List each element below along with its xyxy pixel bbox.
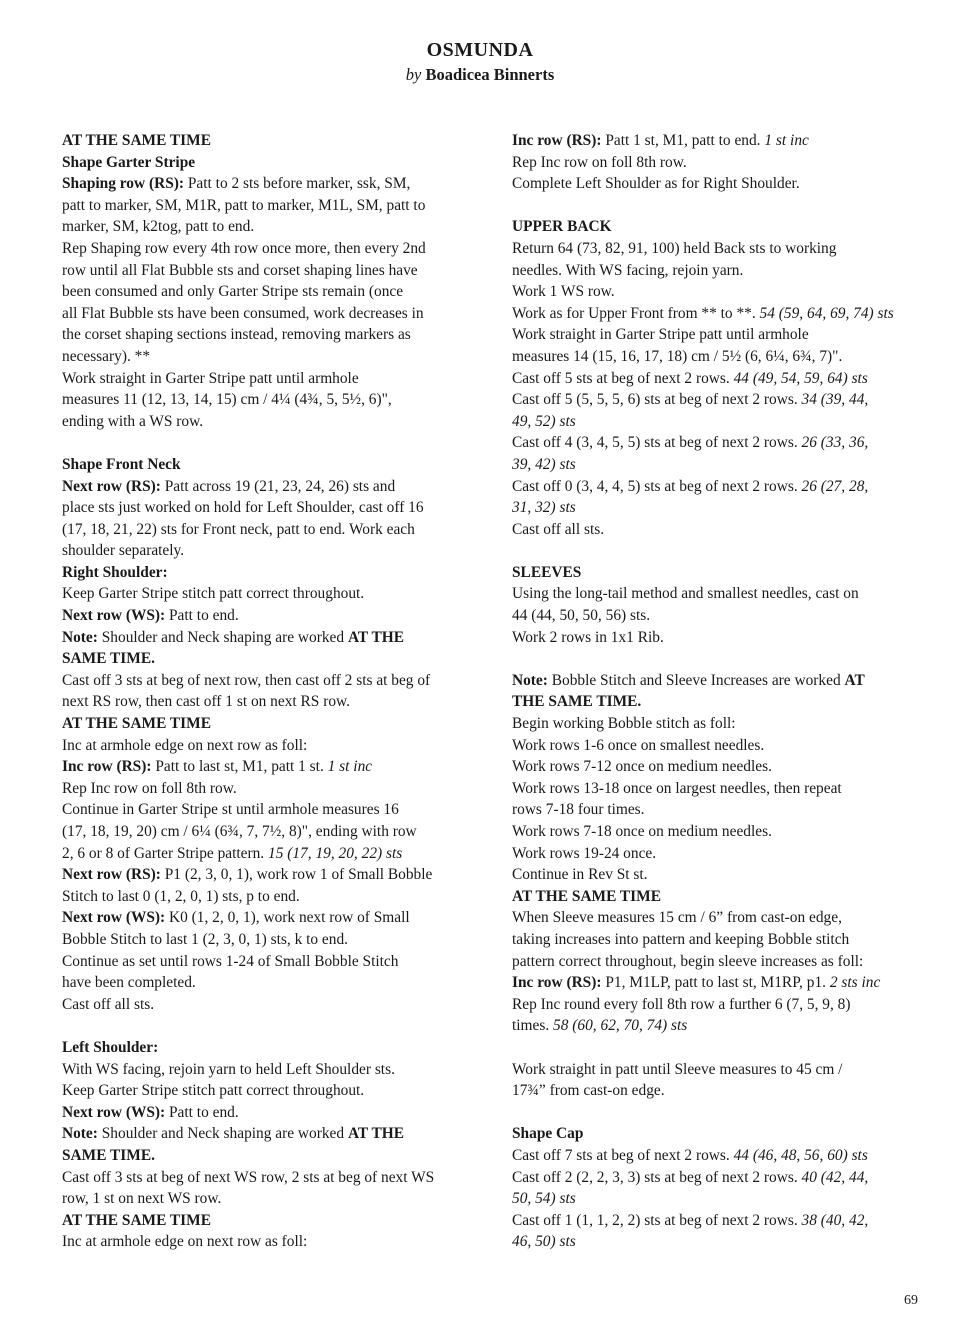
body-text: shoulder separately. — [62, 542, 185, 560]
text-line — [62, 238, 474, 260]
text-line — [512, 1167, 924, 1189]
text-line — [512, 346, 924, 368]
text-line — [62, 476, 474, 498]
page-number: 69 — [904, 1293, 918, 1308]
body-text: Shoulder and Neck shaping are worked — [101, 1125, 348, 1143]
text-line — [62, 735, 474, 757]
body-text: Work rows 1-6 once on smallest needles. — [512, 736, 765, 754]
body-text: Work rows 7-18 once on medium needles. — [512, 823, 772, 840]
body-text: Work straight in patt until Sleeve measures to 45 cm / — [512, 1060, 843, 1078]
text-line — [62, 951, 474, 973]
text-line — [512, 583, 924, 605]
text-line — [512, 951, 924, 973]
body-text: Cast off 5 (5, 5, 5, 6) sts at beg of next 2 rows. — [512, 391, 802, 409]
body-text: necessary). ** — [62, 347, 151, 365]
bold-text: Shape Front Neck — [62, 455, 181, 473]
italic-text: 1 st inc — [764, 132, 809, 149]
bold-text: Next row (RS): — [62, 477, 165, 495]
body-text: Work as for Upper Front from ** to **. — [512, 304, 760, 322]
bold-text: AT THE — [347, 628, 404, 646]
bold-text: Next row (WS): — [62, 909, 169, 927]
text-line — [512, 324, 924, 346]
text-line — [512, 411, 924, 433]
blank-line — [62, 1015, 474, 1037]
text-line — [512, 691, 924, 713]
bold-text: AT THE SAME TIME — [62, 1211, 211, 1229]
body-text: have been completed. — [62, 974, 196, 992]
body-text: Inc at armhole edge on next row as foll: — [62, 1233, 308, 1251]
body-text: 44 (44, 50, 50, 56) sts. — [512, 607, 651, 625]
bold-text: Inc row (RS): — [62, 758, 156, 776]
text-line — [512, 670, 924, 692]
blank-line — [512, 195, 924, 217]
body-text: Work rows 7-12 once on medium needles. — [512, 758, 772, 776]
bold-text: AT THE SAME TIME — [512, 887, 661, 905]
italic-text: 44 (49, 54, 59, 64) sts — [733, 369, 868, 387]
bold-text: AT — [844, 671, 865, 689]
text-line — [512, 281, 924, 303]
body-text: Patt to end. — [169, 1103, 239, 1121]
body-text: Complete Left Shoulder as for Right Shoulder. — [512, 175, 800, 193]
text-line — [62, 670, 474, 692]
text-line — [62, 303, 474, 325]
bold-text: Next row (WS): — [62, 607, 169, 625]
text-line — [62, 346, 474, 368]
byline-by: by — [405, 65, 422, 84]
text-line — [512, 756, 924, 778]
text-line — [62, 1059, 474, 1081]
bold-text: Inc row (RS): — [512, 132, 606, 149]
body-text: Cast off 3 sts at beg of next row, then cast off 2 sts at beg of — [62, 671, 431, 689]
body-text: Rep Inc row on foll 8th row. — [512, 153, 687, 171]
text-line — [62, 389, 474, 411]
body-text: needles. With WS facing, rejoin yarn. — [512, 261, 744, 279]
body-text: row, 1 st on next WS row. — [62, 1190, 222, 1208]
bold-text: Note: — [62, 1125, 102, 1143]
text-line — [512, 454, 924, 476]
text-line — [62, 368, 474, 390]
text-line — [512, 735, 924, 757]
body-text: rows 7-18 four times. — [512, 801, 645, 819]
body-text: Stitch to last 0 (1, 2, 0, 1) sts, p to end. — [62, 887, 300, 905]
blank-line — [512, 1102, 924, 1124]
bold-text: Right Shoulder: — [62, 563, 168, 581]
text-line — [62, 130, 474, 152]
text-line — [512, 368, 924, 390]
body-text: taking increases into pattern and keeping Bobble stitch — [512, 930, 850, 948]
body-text: Inc at armhole edge on next row as foll: — [62, 736, 308, 754]
italic-text: 54 (59, 64, 69, 74) sts — [759, 304, 894, 322]
body-text: K0 (1, 2, 0, 1), work next row of Small — [169, 909, 410, 927]
text-line — [512, 1059, 924, 1081]
italic-text: 2 sts inc — [829, 974, 881, 992]
text-line — [512, 778, 924, 800]
text-line — [62, 972, 474, 994]
italic-text: 26 (27, 28, — [801, 477, 869, 495]
text-line — [512, 886, 924, 908]
text-line — [62, 886, 474, 908]
blank-line — [512, 540, 924, 562]
bold-text: AT THE — [347, 1125, 404, 1143]
text-line — [62, 864, 474, 886]
body-text: measures 14 (15, 16, 17, 18) cm / 5½ (6, 6¼, 6¾, 7)". — [512, 347, 843, 365]
body-text: been consumed and only Garter Stripe sts remain (once — [62, 283, 404, 301]
text-line — [512, 929, 924, 951]
body-text: Cast off 3 sts at beg of next WS row, 2 sts at beg of next WS — [62, 1168, 435, 1186]
body-text: Rep Inc round every foll 8th row a further 6 (7, 5, 9, 8) — [512, 995, 851, 1013]
body-text: Work straight in Garter Stripe patt until armhole — [62, 369, 359, 387]
text-line — [62, 627, 474, 649]
text-line — [512, 173, 924, 195]
body-text: With WS facing, rejoin yarn to held Left Shoulder sts. — [62, 1060, 395, 1078]
bold-text: SAME TIME. — [62, 650, 155, 668]
text-line — [62, 778, 474, 800]
body-text: the corset shaping sections instead, removing markers as — [62, 326, 411, 344]
text-line — [512, 1080, 924, 1102]
text-line — [62, 411, 474, 433]
text-line — [62, 799, 474, 821]
text-line — [62, 691, 474, 713]
text-line — [512, 1231, 924, 1253]
body-text: P1, M1LP, patt to last st, M1RP, p1. — [605, 974, 830, 992]
text-line — [512, 1015, 924, 1037]
text-line — [62, 324, 474, 346]
body-text: Begin working Bobble stitch as foll: — [512, 715, 736, 733]
text-line — [62, 907, 474, 929]
text-line — [62, 1145, 474, 1167]
text-line — [62, 821, 474, 843]
body-text: When Sleeve measures 15 cm / 6” from cast-on edge, — [512, 909, 842, 927]
text-line — [512, 843, 924, 865]
body-text: Continue in Garter Stripe st until armhole measures 16 — [62, 801, 399, 819]
bold-text: Left Shoulder: — [62, 1038, 159, 1056]
text-line — [512, 152, 924, 174]
text-line — [62, 562, 474, 584]
bold-text: AT THE SAME TIME — [62, 715, 211, 733]
body-text: Patt to end. — [169, 607, 239, 625]
body-text: times. — [512, 1017, 554, 1035]
text-line — [62, 1102, 474, 1124]
text-line — [512, 1145, 924, 1167]
body-text: Continue as set until rows 1-24 of Small Bobble Stitch — [62, 952, 399, 970]
text-line — [62, 1167, 474, 1189]
italic-text: 31, 32) sts — [512, 499, 576, 517]
text-line — [512, 476, 924, 498]
body-text: (17, 18, 19, 20) cm / 6¼ (6¾, 7, 7½, 8)", ending with row — [62, 823, 417, 840]
body-text: ending with a WS row. — [62, 412, 204, 430]
text-line — [62, 173, 474, 195]
body-text: P1 (2, 3, 0, 1), work row 1 of Small Bobble — [164, 866, 433, 884]
text-line — [512, 303, 924, 325]
body-text: Shoulder and Neck shaping are worked — [101, 628, 348, 646]
body-text: Cast off 2 (2, 2, 3, 3) sts at beg of next 2 rows. — [512, 1168, 802, 1186]
text-line — [62, 519, 474, 541]
page-header — [0, 37, 960, 86]
text-line — [512, 907, 924, 929]
body-text: Continue in Rev St st. — [512, 866, 648, 884]
body-text: Cast off all sts. — [62, 995, 155, 1013]
body-text: Rep Inc row on foll 8th row. — [62, 779, 237, 797]
text-line — [512, 1123, 924, 1145]
text-line — [512, 260, 924, 282]
text-line — [62, 648, 474, 670]
text-line — [62, 281, 474, 303]
italic-text: 39, 42) sts — [512, 455, 576, 473]
body-text: Bobble Stitch to last 1 (2, 3, 0, 1) sts, k to end. — [62, 930, 348, 948]
text-line — [512, 821, 924, 843]
italic-text: 38 (40, 42, — [801, 1211, 869, 1229]
bold-text: Note: — [62, 628, 102, 646]
body-text: Return 64 (73, 82, 91, 100) held Back sts to working — [512, 239, 837, 257]
body-text: Cast off 5 sts at beg of next 2 rows. — [512, 369, 734, 387]
text-line — [62, 1210, 474, 1232]
bold-text: Shape Garter Stripe — [62, 153, 196, 171]
bold-text: UPPER BACK — [512, 218, 612, 236]
body-text: Work straight in Garter Stripe patt until armhole — [512, 326, 809, 344]
body-text: Work 2 rows in 1x1 Rib. — [512, 628, 664, 646]
author-name: Boadicea Binnerts — [425, 65, 555, 84]
text-line — [512, 605, 924, 627]
text-line — [62, 756, 474, 778]
text-line — [62, 605, 474, 627]
text-line — [512, 1188, 924, 1210]
bold-text: Next row (WS): — [62, 1103, 169, 1121]
text-line — [512, 432, 924, 454]
text-line — [512, 497, 924, 519]
body-text: Bobble Stitch and Sleeve Increases are worked — [551, 671, 845, 689]
body-text: Cast off 7 sts at beg of next 2 rows. — [512, 1146, 734, 1164]
blank-line — [512, 648, 924, 670]
bold-text: Next row (RS): — [62, 866, 165, 884]
body-text: Patt 1 st, M1, patt to end. — [605, 132, 765, 149]
text-line — [512, 238, 924, 260]
bold-text: THE SAME TIME. — [512, 693, 642, 711]
body-text: Keep Garter Stripe stitch patt correct throughout. — [62, 585, 365, 603]
bold-text: AT THE SAME TIME — [62, 132, 211, 149]
bold-text: SLEEVES — [512, 563, 582, 581]
body-text: Patt to last st, M1, patt 1 st. — [155, 758, 328, 776]
italic-text: 58 (60, 62, 70, 74) sts — [553, 1017, 688, 1035]
text-line — [62, 1231, 474, 1253]
body-text: Work rows 19-24 once. — [512, 844, 657, 862]
blank-line — [512, 1037, 924, 1059]
body-text: Cast off all sts. — [512, 520, 605, 538]
italic-text: 49, 52) sts — [512, 412, 576, 430]
italic-text: 44 (46, 48, 56, 60) sts — [733, 1146, 868, 1164]
italic-text: 1 st inc — [327, 758, 373, 776]
italic-text: 15 (17, 19, 20, 22) sts — [268, 844, 403, 862]
text-line — [62, 1037, 474, 1059]
text-line — [512, 972, 924, 994]
body-text: Keep Garter Stripe stitch patt correct throughout. — [62, 1082, 365, 1100]
text-line — [62, 454, 474, 476]
bold-text: SAME TIME. — [62, 1146, 155, 1164]
text-line — [62, 216, 474, 238]
bold-text: Note: — [512, 671, 552, 689]
body-text: 2, 6 or 8 of Garter Stripe pattern. — [62, 844, 268, 862]
body-text: next RS row, then cast off 1 st on next RS row. — [62, 693, 350, 711]
text-line — [62, 1188, 474, 1210]
text-line — [512, 389, 924, 411]
body-text: all Flat Bubble sts have been consumed, work decreases in — [62, 304, 424, 322]
italic-text: 34 (39, 44, — [801, 391, 869, 409]
bold-text: Shape Cap — [512, 1125, 584, 1143]
body-text: place sts just worked on hold for Left Shoulder, cast off 16 — [62, 499, 424, 517]
bold-text: Inc row (RS): — [512, 974, 606, 992]
text-line — [512, 627, 924, 649]
text-line — [512, 130, 924, 152]
body-text: Cast off 4 (3, 4, 5, 5) sts at beg of next 2 rows. — [512, 434, 802, 452]
text-line — [512, 799, 924, 821]
body-text: Using the long-tail method and smallest needles, cast on — [512, 585, 859, 603]
body-text: marker, SM, k2tog, patt to end. — [62, 218, 255, 236]
blank-line — [62, 432, 474, 454]
pattern-title: OSMUNDA — [426, 39, 534, 61]
text-line — [62, 583, 474, 605]
text-line — [512, 713, 924, 735]
body-text: Rep Shaping row every 4th row once more, then every 2nd — [62, 239, 426, 257]
bold-text: Shaping row (RS): — [62, 175, 188, 193]
left-column — [62, 130, 474, 1253]
text-line — [62, 497, 474, 519]
text-line — [62, 843, 474, 865]
byline — [0, 64, 960, 86]
body-text: Cast off 0 (3, 4, 4, 5) sts at beg of next 2 rows. — [512, 477, 802, 495]
text-line — [62, 260, 474, 282]
text-line — [62, 994, 474, 1016]
body-text: patt to marker, SM, M1R, patt to marker, M1L, SM, patt to — [62, 196, 426, 214]
text-line — [62, 540, 474, 562]
italic-text: 26 (33, 36, — [801, 434, 869, 452]
text-line — [512, 562, 924, 584]
body-text: Cast off 1 (1, 1, 2, 2) sts at beg of next 2 rows. — [512, 1211, 802, 1229]
right-column — [512, 130, 924, 1253]
text-line — [62, 1080, 474, 1102]
body-text: Work 1 WS row. — [512, 283, 615, 301]
text-line — [62, 713, 474, 735]
body-text: row until all Flat Bubble sts and corset shaping lines have — [62, 261, 418, 279]
body-text: (17, 18, 21, 22) sts for Front neck, patt to end. Work each — [62, 520, 415, 538]
body-text: Patt across 19 (21, 23, 24, 26) sts and — [164, 477, 396, 495]
text-line — [512, 216, 924, 238]
body-text: measures 11 (12, 13, 14, 15) cm / 4¼ (4¾, 5, 5½, 6)", — [62, 391, 392, 409]
body-text: 17¾” from cast-on edge. — [512, 1082, 665, 1100]
body-text: pattern correct throughout, begin sleeve increases as foll: — [512, 952, 864, 970]
text-line — [62, 1123, 474, 1145]
text-line — [512, 1210, 924, 1232]
text-line — [62, 195, 474, 217]
body-text: Patt to 2 sts before marker, ssk, SM, — [187, 175, 411, 193]
italic-text: 50, 54) sts — [512, 1190, 576, 1208]
italic-text: 46, 50) sts — [512, 1233, 576, 1251]
text-line — [512, 994, 924, 1016]
text-line — [512, 864, 924, 886]
text-line — [62, 929, 474, 951]
text-line — [512, 519, 924, 541]
italic-text: 40 (42, 44, — [801, 1168, 869, 1186]
text-line — [62, 152, 474, 174]
body-text: Work rows 13-18 once on largest needles, then repeat — [512, 779, 842, 797]
